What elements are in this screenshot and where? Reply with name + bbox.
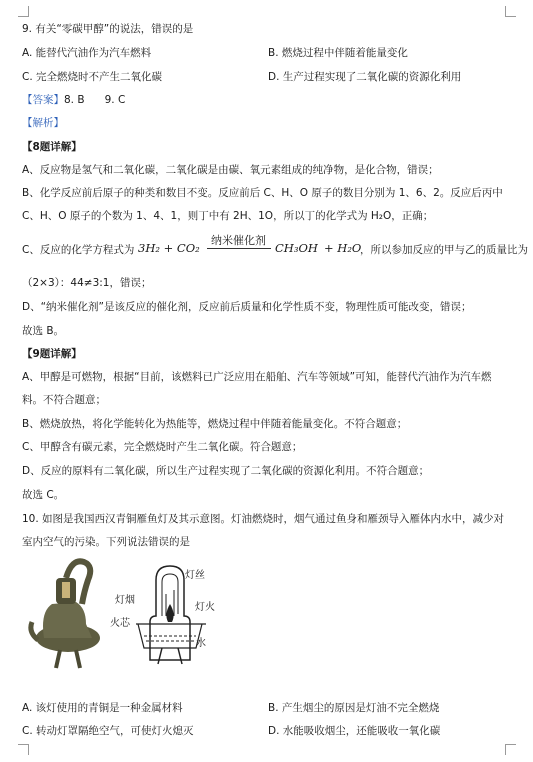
d8-b2: C、H、O 原子的个数为 1、4、1，则丁中有 2H、1O，所以丁的化学式为 H₂O，正确； [22, 210, 434, 222]
answer-value: 8. B 9. C [64, 94, 126, 106]
d9-b: B、燃烧放热，将化学能转化为热能等，燃烧过程中伴随着能量变化。不符合题意； [22, 418, 408, 430]
crop-mark-top-left [18, 6, 29, 17]
label-huoxin: 火芯 [110, 618, 130, 629]
d9-c: C、甲醇含有碳元素，完全燃烧时产生二氧化碳。符合题意； [22, 441, 303, 453]
d9-d: D、反应的原料有二氧化碳，所以生产过程实现了二氧化碳的资源化利用。不符合题意； [22, 465, 430, 477]
crop-mark-top-right [505, 6, 516, 17]
d8-c-pre: C、反应的化学方程式为 [22, 244, 135, 256]
q10-option-c: C. 转动灯罩隔绝空气，可使灯火熄灭 [22, 725, 194, 737]
answer-label: 【答案】 [22, 94, 64, 106]
label-dengyan: 灯烟 [115, 595, 135, 606]
label-denghuo: 灯火 [195, 602, 215, 613]
q10-stem-2: 室内空气的污染。下列说法错误的是 [22, 536, 190, 548]
label-shui: 水 [196, 638, 206, 649]
equation-product-water: + H₂O [324, 241, 362, 255]
q10-option-d: D. 水能吸收烟尘，还能吸收一氧化碳 [268, 725, 441, 737]
d8-b1: B、化学反应前后原子的种类和数目不变。反应前后 C、H、O 原子的数目分别为 1、6、2。反应后丙中 [22, 187, 503, 199]
d8-title: 【8题详解】 [22, 141, 82, 153]
d8-conclusion: 故选 B。 [22, 325, 65, 337]
crop-mark-bottom-right [505, 744, 516, 755]
q9-option-c: C. 完全燃烧时不产生二氧化碳 [22, 71, 163, 83]
d8-c-post: ，所以参加反应的甲与乙的质量比为 [360, 244, 528, 256]
q9-option-b: B. 燃烧过程中伴随着能量变化 [268, 47, 408, 59]
d8-a: A、反应物是氢气和二氧化碳，二氧化碳是由碳、氧元素组成的纯净物，是化合物，错误； [22, 164, 439, 176]
analysis-label: 【解析】 [22, 117, 64, 129]
q9-option-d: D. 生产过程实现了二氧化碳的资源化利用 [268, 71, 462, 83]
answer-line [22, 93, 125, 107]
d9-conclusion: 故选 C。 [22, 489, 65, 501]
d8-d: D、“纳米催化剂”是该反应的催化剂，反应前后质量和化学性质不变，物理性质可能改变，错误； [22, 301, 472, 313]
q10-option-b: B. 产生烟尘的原因是灯油不完全燃烧 [268, 702, 440, 714]
equation-reactants: 3H₂ + CO₂ [138, 241, 200, 255]
d9-title: 【9题详解】 [22, 348, 82, 360]
d8-c2: （2×3）：44≠3:1，错误； [22, 277, 152, 289]
q10-stem-1: 10. 如图是我国西汉青铜雁鱼灯及其示意图。灯油燃烧时，烟气通过鱼身和雁颈导入雁体内水中，减少对 [22, 513, 505, 525]
q9-stem: 9. 有关“零碳甲醇”的说法，错误的是 [22, 23, 194, 35]
d9-a2: 料。不符合题意； [22, 394, 106, 406]
label-dengsi: 灯丝 [185, 570, 205, 581]
equation-arrow [207, 248, 271, 249]
d9-a1: A、甲醇是可燃物，根据“目前，该燃料已广泛应用在船舶、汽车等领域”可知，能替代汽油作为汽车燃 [22, 371, 492, 383]
equation-product-methanol: CH₃OH [275, 241, 318, 255]
q9-option-a: A. 能替代汽油作为汽车燃料 [22, 47, 152, 59]
crop-mark-bottom-left [18, 744, 29, 755]
q10-option-a: A. 该灯使用的青铜是一种金属材料 [22, 702, 183, 714]
equation-catalyst: 纳米催化剂 [211, 234, 266, 247]
bronze-goose-fish-lamp-photo [26, 552, 106, 672]
